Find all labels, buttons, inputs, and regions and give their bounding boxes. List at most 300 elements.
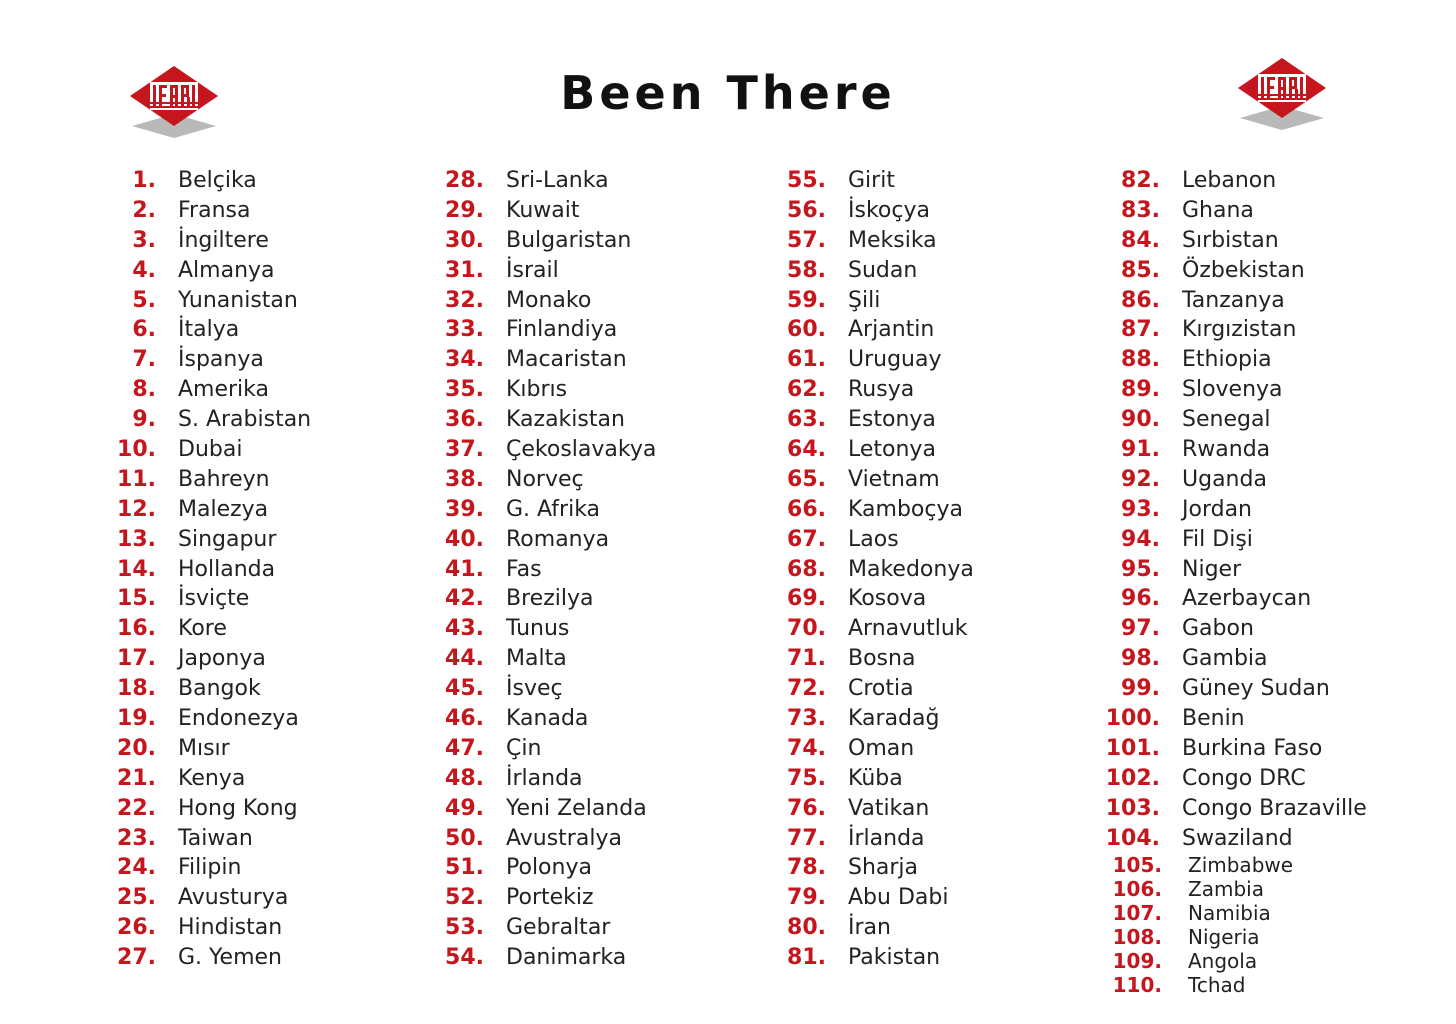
list-item-country: Gabon xyxy=(1182,616,1254,642)
list-item xyxy=(98,256,438,286)
list-item-number: 1. xyxy=(132,168,156,193)
list-item-country: Congo DRC xyxy=(1182,765,1306,791)
list-item xyxy=(426,525,766,555)
country-column-4 xyxy=(1102,166,1442,997)
list-item xyxy=(768,166,1108,196)
page-title: Been There xyxy=(560,66,896,120)
list-item-number: 50. xyxy=(445,825,484,851)
list-item-number: 72. xyxy=(787,676,826,702)
list-item-country: İsveç xyxy=(506,676,563,702)
list-item-country: S. Arabistan xyxy=(178,407,312,433)
list-item xyxy=(768,256,1108,286)
list-item-number: 54. xyxy=(445,945,484,971)
list-item xyxy=(1102,315,1442,345)
list-item-number: 41. xyxy=(445,556,484,582)
list-item-country: Girit xyxy=(848,168,895,193)
list-item-country: Arjantin xyxy=(848,317,935,343)
list-item xyxy=(1102,584,1442,614)
list-item xyxy=(768,824,1108,854)
list-item-country: Malezya xyxy=(178,496,269,522)
list-item xyxy=(1102,465,1442,495)
list-item-number: 9. xyxy=(132,407,156,433)
list-item-number: 105. xyxy=(1112,853,1162,878)
list-item xyxy=(1102,256,1442,286)
list-item-number: 85. xyxy=(1121,257,1160,283)
list-item-number: 35. xyxy=(445,377,484,403)
list-item-number: 93. xyxy=(1121,496,1160,522)
list-item-number: 51. xyxy=(445,855,484,881)
list-item-number: 34. xyxy=(445,347,484,373)
list-item xyxy=(98,644,438,674)
list-item xyxy=(98,734,438,764)
list-item-country: İskoçya xyxy=(848,197,930,223)
list-item xyxy=(768,405,1108,435)
list-item xyxy=(1102,824,1442,854)
list-item-number: 39. xyxy=(445,496,484,522)
list-item-number: 58. xyxy=(787,257,826,283)
list-item-country: Tunus xyxy=(506,616,570,642)
list-item-country: Rwanda xyxy=(1182,437,1271,463)
list-item xyxy=(98,555,438,585)
list-item xyxy=(1102,375,1442,405)
list-item xyxy=(98,315,438,345)
list-item-country: Tchad xyxy=(1188,973,1246,998)
list-item-number: 92. xyxy=(1121,466,1160,492)
list-item-number: 71. xyxy=(787,646,826,672)
list-item xyxy=(426,256,766,286)
list-item-country: Brezilya xyxy=(506,586,594,612)
list-item xyxy=(1102,674,1442,704)
list-item-country: İtalya xyxy=(178,317,240,343)
list-item-country: Jordan xyxy=(1182,496,1252,522)
list-item-country: Gebraltar xyxy=(506,915,611,941)
list-item-number: 60. xyxy=(787,317,826,343)
list-item-number: 46. xyxy=(445,706,484,732)
list-item-number: 37. xyxy=(445,437,484,463)
list-item xyxy=(426,734,766,764)
list-item xyxy=(98,584,438,614)
list-item-number: 95. xyxy=(1121,556,1160,582)
list-item-number: 77. xyxy=(787,825,826,851)
list-item-number: 13. xyxy=(117,526,156,552)
list-item-number: 21. xyxy=(117,765,156,791)
list-item-number: 107. xyxy=(1112,901,1162,926)
list-item-country: Şili xyxy=(848,287,881,313)
list-item-country: Angola xyxy=(1188,949,1258,974)
list-item-number: 83. xyxy=(1121,197,1160,223)
list-item xyxy=(768,943,1108,973)
list-item xyxy=(768,196,1108,226)
list-item xyxy=(768,614,1108,644)
list-item-country: Kore xyxy=(178,616,227,642)
list-item xyxy=(98,286,438,316)
list-item-number: 28. xyxy=(445,168,484,193)
list-item-country: Zimbabwe xyxy=(1188,853,1294,878)
list-item-country: Bosna xyxy=(848,646,916,672)
list-item xyxy=(98,704,438,734)
list-item-number: 97. xyxy=(1121,616,1160,642)
list-item-number: 16. xyxy=(117,616,156,642)
list-item-number: 29. xyxy=(445,197,484,223)
list-item-country: Macaristan xyxy=(506,347,627,373)
list-item xyxy=(768,794,1108,824)
list-item xyxy=(768,704,1108,734)
list-item xyxy=(1102,949,1442,973)
list-item-number: 98. xyxy=(1121,646,1160,672)
list-item-country: Kamboçya xyxy=(848,496,963,522)
list-item-country: Laos xyxy=(848,526,899,552)
list-item-country: Sri-Lanka xyxy=(506,168,609,193)
list-item-number: 79. xyxy=(787,885,826,911)
list-item-country: Romanya xyxy=(506,526,610,552)
list-item xyxy=(768,465,1108,495)
list-item xyxy=(768,555,1108,585)
list-item xyxy=(426,495,766,525)
list-item xyxy=(426,555,766,585)
list-item-country: Taiwan xyxy=(178,825,253,851)
list-item-number: 47. xyxy=(445,735,484,761)
company-logo-icon xyxy=(1234,56,1330,136)
list-item xyxy=(1102,495,1442,525)
list-item-number: 82. xyxy=(1121,168,1160,193)
list-item-number: 20. xyxy=(117,735,156,761)
list-item xyxy=(98,674,438,704)
list-item xyxy=(1102,734,1442,764)
list-item-country: Sharja xyxy=(848,855,919,881)
list-item-country: Güney Sudan xyxy=(1182,676,1330,702)
list-item-number: 69. xyxy=(787,586,826,612)
list-item xyxy=(98,614,438,644)
list-item-number: 43. xyxy=(445,616,484,642)
list-item-number: 81. xyxy=(787,945,826,971)
list-item xyxy=(768,495,1108,525)
list-item-number: 24. xyxy=(117,855,156,881)
list-item-number: 74. xyxy=(787,735,826,761)
list-item-number: 8. xyxy=(132,377,156,403)
list-item-country: Filipin xyxy=(178,855,242,881)
list-item-country: Fas xyxy=(506,556,542,582)
list-item xyxy=(1102,226,1442,256)
list-item-country: Belçika xyxy=(178,168,257,193)
list-item-country: Mısır xyxy=(178,735,230,761)
list-item-number: 103. xyxy=(1105,795,1160,821)
list-item xyxy=(426,315,766,345)
list-item-country: Tanzanya xyxy=(1182,287,1285,313)
list-item xyxy=(768,674,1108,704)
list-item-number: 87. xyxy=(1121,317,1160,343)
list-item-country: G. Afrika xyxy=(506,496,601,522)
list-item-country: Kosova xyxy=(848,586,927,612)
list-item-country: Kıbrıs xyxy=(506,377,568,403)
list-item-country: Meksika xyxy=(848,227,937,253)
list-item-number: 19. xyxy=(117,706,156,732)
list-item-number: 53. xyxy=(445,915,484,941)
list-item-number: 106. xyxy=(1112,877,1162,902)
list-item-number: 101. xyxy=(1105,735,1160,761)
list-item-country: İsviçte xyxy=(178,586,250,612)
list-item-number: 52. xyxy=(445,885,484,911)
list-item-country: Sudan xyxy=(848,257,918,283)
list-item-country: Niger xyxy=(1182,556,1242,582)
list-item xyxy=(98,375,438,405)
list-item xyxy=(1102,555,1442,585)
list-item-number: 31. xyxy=(445,257,484,283)
list-item xyxy=(98,405,438,435)
list-item-country: Yeni Zelanda xyxy=(506,795,647,821)
list-item xyxy=(98,345,438,375)
list-item-country: Sırbistan xyxy=(1182,227,1279,253)
list-item-country: Japonya xyxy=(178,646,266,672)
list-item-number: 108. xyxy=(1112,925,1162,950)
list-item-country: Nigeria xyxy=(1188,925,1260,950)
list-item-number: 14. xyxy=(117,556,156,582)
list-item-country: Azerbaycan xyxy=(1182,586,1312,612)
list-item-country: Danimarka xyxy=(506,945,627,971)
list-item-number: 38. xyxy=(445,466,484,492)
list-item-country: Yunanistan xyxy=(178,287,298,313)
list-item xyxy=(768,644,1108,674)
list-item-country: Avustralya xyxy=(506,825,622,851)
list-item xyxy=(426,853,766,883)
list-item-country: Endonezya xyxy=(178,706,299,732)
list-item xyxy=(768,883,1108,913)
list-item-number: 91. xyxy=(1121,437,1160,463)
list-item xyxy=(426,196,766,226)
list-item-country: Ghana xyxy=(1182,197,1254,223)
list-item xyxy=(1102,877,1442,901)
list-item-number: 15. xyxy=(117,586,156,612)
list-item-country: Almanya xyxy=(178,257,275,283)
list-item-number: 26. xyxy=(117,915,156,941)
list-item-number: 2. xyxy=(132,197,156,223)
list-item-number: 110. xyxy=(1112,973,1162,998)
list-item-number: 59. xyxy=(787,287,826,313)
country-column-1 xyxy=(98,166,438,973)
list-item-country: Makedonya xyxy=(848,556,974,582)
list-item-country: Kenya xyxy=(178,765,246,791)
list-item xyxy=(1102,405,1442,435)
list-item-number: 99. xyxy=(1121,676,1160,702)
list-item-number: 11. xyxy=(117,466,156,492)
list-item xyxy=(1102,286,1442,316)
list-item xyxy=(768,435,1108,465)
list-item xyxy=(768,226,1108,256)
list-item xyxy=(768,375,1108,405)
list-item-country: Dubai xyxy=(178,437,243,463)
list-item-number: 66. xyxy=(787,496,826,522)
list-item-number: 33. xyxy=(445,317,484,343)
list-item-number: 22. xyxy=(117,795,156,821)
list-item xyxy=(426,375,766,405)
list-item xyxy=(98,824,438,854)
list-item-number: 96. xyxy=(1121,586,1160,612)
list-item xyxy=(426,943,766,973)
list-item-country: Gambia xyxy=(1182,646,1268,672)
list-item-number: 78. xyxy=(787,855,826,881)
list-item-country: İsrail xyxy=(506,257,559,283)
list-item xyxy=(1102,196,1442,226)
list-item-number: 48. xyxy=(445,765,484,791)
list-item-country: İrlanda xyxy=(848,825,925,851)
list-item xyxy=(98,196,438,226)
list-item-number: 68. xyxy=(787,556,826,582)
list-item-country: Pakistan xyxy=(848,945,941,971)
list-item-country: Zambia xyxy=(1188,877,1264,902)
list-item xyxy=(1102,925,1442,949)
list-item-country: G. Yemen xyxy=(178,945,282,971)
list-item-number: 63. xyxy=(787,407,826,433)
list-item xyxy=(426,226,766,256)
list-item-number: 40. xyxy=(445,526,484,552)
list-item-country: Benin xyxy=(1182,706,1245,732)
list-item-country: Ethiopia xyxy=(1182,347,1272,373)
list-item xyxy=(98,883,438,913)
list-item xyxy=(1102,644,1442,674)
list-item xyxy=(426,883,766,913)
list-item-number: 109. xyxy=(1112,949,1162,974)
list-item xyxy=(768,584,1108,614)
list-item-country: Slovenya xyxy=(1182,377,1283,403)
list-item xyxy=(426,405,766,435)
list-item-country: İran xyxy=(848,915,891,941)
list-item-number: 30. xyxy=(445,227,484,253)
list-item-country: Polonya xyxy=(506,855,592,881)
list-item-number: 75. xyxy=(787,765,826,791)
list-item xyxy=(768,853,1108,883)
list-item xyxy=(768,734,1108,764)
list-item xyxy=(1102,435,1442,465)
list-item xyxy=(1102,525,1442,555)
list-item xyxy=(1102,901,1442,925)
list-item xyxy=(426,465,766,495)
list-item-country: Küba xyxy=(848,765,903,791)
list-item-number: 76. xyxy=(787,795,826,821)
list-item-country: Burkina Faso xyxy=(1182,735,1323,761)
list-item-country: Çin xyxy=(506,735,542,761)
list-item-country: İrlanda xyxy=(506,765,583,791)
list-item-number: 12. xyxy=(117,496,156,522)
list-item-number: 27. xyxy=(117,945,156,971)
list-item xyxy=(1102,345,1442,375)
list-item-number: 17. xyxy=(117,646,156,672)
list-item-number: 18. xyxy=(117,676,156,702)
list-item-number: 88. xyxy=(1121,347,1160,373)
list-item-country: Finlandiya xyxy=(506,317,618,343)
list-item-country: Abu Dabi xyxy=(848,885,949,911)
list-item-country: Norveç xyxy=(506,466,584,492)
list-item-country: Singapur xyxy=(178,526,277,552)
list-item xyxy=(98,764,438,794)
list-item xyxy=(1102,853,1442,877)
list-item-country: Fil Dişi xyxy=(1182,526,1253,552)
list-item-country: Crotia xyxy=(848,676,914,702)
list-item-country: Portekiz xyxy=(506,885,594,911)
list-item-country: Senegal xyxy=(1182,407,1271,433)
list-item-country: Özbekistan xyxy=(1182,257,1305,283)
list-item-number: 6. xyxy=(132,317,156,343)
list-item-number: 23. xyxy=(117,825,156,851)
list-item xyxy=(426,913,766,943)
list-item xyxy=(426,286,766,316)
list-item-number: 100. xyxy=(1105,706,1160,732)
list-item-number: 80. xyxy=(787,915,826,941)
list-item-number: 62. xyxy=(787,377,826,403)
list-item xyxy=(768,345,1108,375)
list-item-number: 86. xyxy=(1121,287,1160,313)
list-item-country: Bahreyn xyxy=(178,466,270,492)
list-item xyxy=(426,584,766,614)
list-item xyxy=(1102,794,1442,824)
list-item-country: İspanya xyxy=(178,347,264,373)
list-item-number: 10. xyxy=(117,437,156,463)
list-item-country: Congo Brazaville xyxy=(1182,795,1367,821)
list-item xyxy=(98,495,438,525)
list-item-country: Vietnam xyxy=(848,466,940,492)
list-item-number: 45. xyxy=(445,676,484,702)
list-item xyxy=(768,913,1108,943)
list-item-number: 67. xyxy=(787,526,826,552)
list-item-country: Letonya xyxy=(848,437,936,463)
list-item-number: 70. xyxy=(787,616,826,642)
list-item-number: 32. xyxy=(445,287,484,313)
list-item-number: 57. xyxy=(787,227,826,253)
list-item xyxy=(98,435,438,465)
list-item-country: Kazakistan xyxy=(506,407,625,433)
list-item-number: 64. xyxy=(787,437,826,463)
list-item xyxy=(426,704,766,734)
list-item xyxy=(98,166,438,196)
list-item-country: Avusturya xyxy=(178,885,289,911)
list-item-country: Estonya xyxy=(848,407,936,433)
list-item-number: 4. xyxy=(132,257,156,283)
list-item-country: Monako xyxy=(506,287,592,313)
list-item xyxy=(426,674,766,704)
list-item-number: 36. xyxy=(445,407,484,433)
list-item-country: Vatikan xyxy=(848,795,930,821)
list-item xyxy=(98,943,438,973)
list-item-number: 25. xyxy=(117,885,156,911)
country-column-2 xyxy=(426,166,766,973)
list-item xyxy=(768,764,1108,794)
list-item-country: Uganda xyxy=(1182,466,1267,492)
list-item-number: 5. xyxy=(132,287,156,313)
list-item-number: 7. xyxy=(132,347,156,373)
list-item xyxy=(1102,614,1442,644)
list-item-number: 61. xyxy=(787,347,826,373)
list-item-country: Bulgaristan xyxy=(506,227,632,253)
list-item-country: Kuwait xyxy=(506,197,580,223)
list-item xyxy=(426,794,766,824)
list-item-country: Bangok xyxy=(178,676,261,702)
list-item-country: Amerika xyxy=(178,377,270,403)
list-item-number: 55. xyxy=(787,168,826,193)
list-item xyxy=(1102,973,1442,997)
list-item-number: 84. xyxy=(1121,227,1160,253)
list-item xyxy=(426,644,766,674)
list-item-country: Kanada xyxy=(506,706,589,732)
list-item-number: 104. xyxy=(1105,825,1160,851)
list-item-country: Karadağ xyxy=(848,706,940,732)
list-item xyxy=(98,913,438,943)
list-item xyxy=(98,525,438,555)
list-item-number: 42. xyxy=(445,586,484,612)
list-item xyxy=(426,435,766,465)
list-item-country: Oman xyxy=(848,735,915,761)
list-item-country: Malta xyxy=(506,646,567,672)
list-item-number: 65. xyxy=(787,466,826,492)
list-item xyxy=(426,345,766,375)
list-item-country: Kırgızistan xyxy=(1182,317,1297,343)
